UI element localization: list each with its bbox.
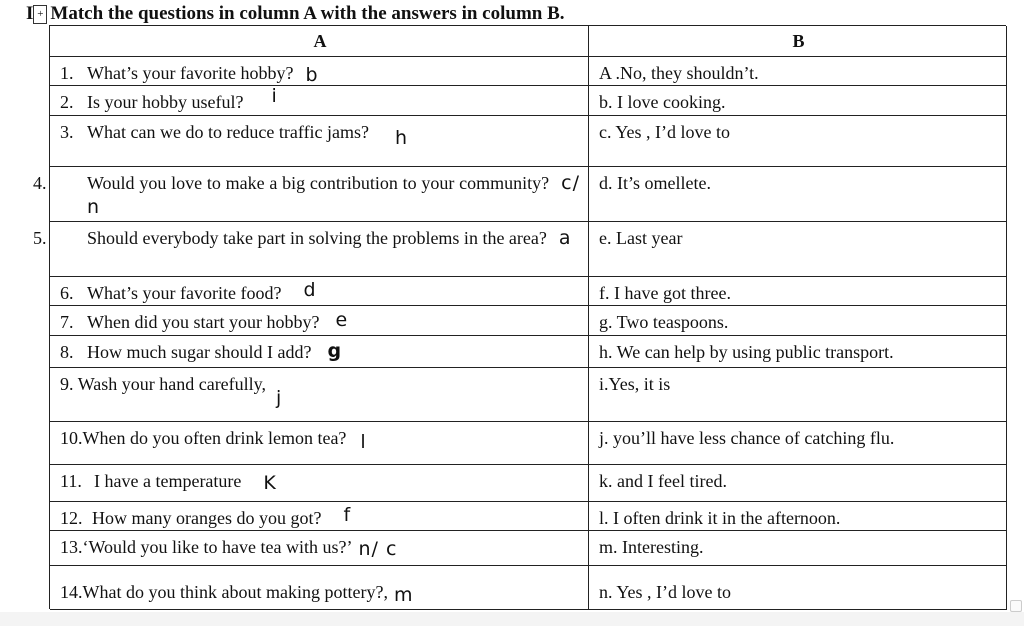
written-answer: d [303, 279, 317, 301]
question-number: 7. [60, 312, 74, 332]
question-cell [50, 502, 589, 531]
question-text: When did you start your hobby? [87, 312, 320, 332]
question-text: What’s your favorite food? [87, 283, 282, 303]
question-cell [50, 86, 589, 116]
question-number: 1. [60, 63, 74, 83]
answer-cell: i.Yes, it is [589, 368, 1007, 422]
question-text: I have a temperature [94, 471, 242, 491]
question-number: 5. [33, 228, 47, 248]
plus-box-icon: + [33, 5, 47, 24]
question-text: How much sugar should I add? [87, 342, 312, 362]
answer-cell: n. Yes , I’d love to [589, 566, 1007, 610]
written-answer: n/ c [358, 538, 398, 560]
answer-cell: A .No, they shouldn’t. [589, 57, 1007, 86]
question-number: 13. [60, 537, 83, 557]
answer-cell: g. Two teaspoons. [589, 306, 1007, 336]
question-text: What can we do to reduce traffic jams? [87, 122, 370, 142]
written-answer: b [305, 64, 319, 86]
question-cell [50, 57, 589, 86]
written-answer: a [558, 227, 572, 249]
answer-cell: c. Yes , I’d love to [589, 116, 1007, 167]
question-cell [50, 336, 589, 368]
question-text: How many oranges do you got? [92, 508, 322, 528]
written-answer: f [343, 504, 352, 526]
question-text: Wash your hand carefully, [77, 374, 267, 394]
question-number: 4. [33, 173, 47, 193]
question-cell [50, 531, 589, 566]
question-number: 12. [60, 508, 83, 528]
question-cell [50, 277, 589, 306]
exercise-number: I [26, 3, 34, 24]
answer-cell: j. you’ll have less chance of catching flu. [589, 422, 1007, 465]
answer-cell: d. It’s omellete. [589, 167, 1007, 222]
question-number: 8. [60, 342, 74, 362]
matching-table [33, 25, 1006, 609]
question-text: When do you often drink lemon tea? [82, 428, 347, 448]
written-answer: g [327, 340, 343, 362]
question-number: 9. [60, 374, 74, 394]
answer-cell: h. We can help by using public transport. [589, 336, 1007, 368]
answer-cell: b. I love cooking. [589, 86, 1007, 116]
question-text: What do you think about making pottery?, [82, 582, 388, 602]
answer-cell: k. and I feel tired. [589, 465, 1007, 502]
question-number: 14. [60, 582, 83, 602]
question-cell [50, 306, 589, 336]
question-number: 6. [60, 283, 74, 303]
written-answer: e [335, 309, 349, 331]
column-a-header: A [50, 26, 589, 57]
answer-cell: m. Interesting. [589, 531, 1007, 566]
question-text: What’s your favorite hobby? [87, 63, 294, 83]
question-text: Would you love to make a big contribution to your community? [87, 173, 550, 193]
question-number: 10. [60, 428, 83, 448]
question-number: 2. [60, 92, 74, 112]
question-cell [50, 116, 589, 167]
exercise-title: Match the questions in column A with the answers in column B. [50, 3, 565, 24]
written-answer: i [271, 85, 278, 107]
written-answer: c/ n [87, 172, 580, 218]
page-bottom-edge [0, 612, 1024, 626]
question-cell [33, 222, 589, 277]
exercise-heading [26, 2, 565, 26]
scroll-corner [1010, 600, 1022, 612]
written-answer: K [263, 472, 277, 494]
question-cell [50, 422, 589, 465]
written-answer: h [395, 127, 409, 149]
question-cell [50, 465, 589, 502]
question-cell [50, 566, 589, 610]
answer-cell: f. I have got three. [589, 277, 1007, 306]
written-answer: l [360, 431, 367, 453]
question-number: 11. [60, 471, 82, 491]
question-text: Is your hobby useful? [87, 92, 244, 112]
question-cell [33, 167, 589, 222]
answer-cell: l. I often drink it in the afternoon. [589, 502, 1007, 531]
answer-cell: e. Last year [589, 222, 1007, 277]
written-answer: m [393, 584, 414, 606]
written-answer: j [276, 387, 283, 409]
column-b-header: B [589, 26, 1007, 57]
question-cell [50, 368, 589, 422]
question-text: Should everybody take part in solving the problems in the area? [87, 228, 547, 248]
question-text: ‘Would you like to have tea with us?’ [82, 537, 353, 557]
question-number: 3. [60, 122, 74, 142]
